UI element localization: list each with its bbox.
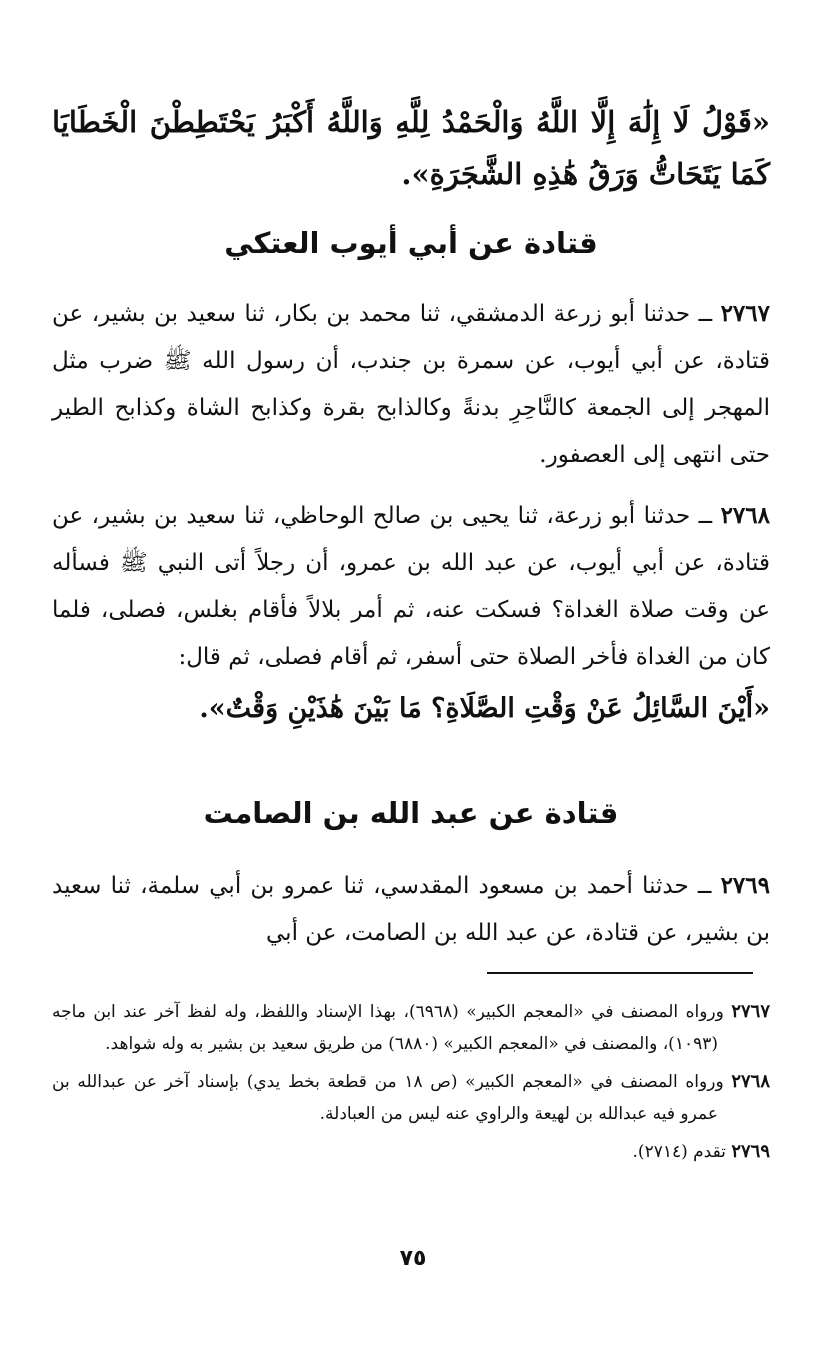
footnote-text: ورواه المصنف في «المعجم الكبير» (ص ١٨ من قطعة بخط يدي) بإسناد آخر عن عبدالله بن عمرو فيه عبدالله بن لهيعة والراوي عنه ليس من العبادلة.	[52, 1072, 732, 1124]
hadith-2769	[52, 862, 770, 957]
footnote	[52, 996, 770, 1060]
footnote-number: ٢٧٦٩	[731, 1141, 770, 1162]
footnotes	[52, 996, 770, 1174]
footnote-text: تقدم (٢٧١٤).	[632, 1142, 732, 1162]
footnote-divider	[487, 972, 753, 974]
hadith-quote: «أَيْنَ السَّائِلُ عَنْ وَقْتِ الصَّلَاةِ؟ مَا بَيْنَ هَٰذَيْنِ وَقْتٌ».	[199, 693, 770, 724]
footnote	[52, 1066, 770, 1130]
hadith-text: ــ حدثنا أبو زرعة الدمشقي، ثنا محمد بن بكار، ثنا سعيد بن بشير، عن قتادة، عن أبي أيوب، عن سمرة بن جندب، أن رسول الله ﷺ ضرب مثل المهجر إلى الجمعة كالنَّاحِرِ بدنةً وكالذابح بقرة وكذابح الشاة وكذابح الطير حتى انتهى إلى العصفور.	[52, 301, 770, 468]
footnote-text: ورواه المصنف في «المعجم الكبير» (٦٩٦٨)، بهذا الإسناد واللفظ، وله لفظ آخر عند ابن ماجه (١٠٩٣)، والمصنف في «المعجم الكبير» (٦٨٨٠) من طريق سعيد بن بشير به وله شواهد.	[52, 1002, 732, 1054]
hadith-2768	[52, 492, 770, 735]
section-heading: قتادة عن عبد الله بن الصامت	[203, 796, 619, 830]
footnote	[52, 1136, 770, 1168]
hadith-number: ٢٧٦٧	[720, 300, 770, 327]
page-number: ٧٥	[399, 1246, 427, 1271]
hadith-2767	[52, 290, 770, 479]
footnote-number: ٢٧٦٨	[731, 1071, 771, 1092]
hadith-text: ــ حدثنا أحمد بن مسعود المقدسي، ثنا عمرو بن أبي سلمة، ثنا سعيد بن بشير، عن قتادة، عن عبد الله بن الصامت، عن أبي	[52, 873, 770, 946]
footnote-number: ٢٧٦٧	[731, 1001, 770, 1022]
hadith-number: ٢٧٦٨	[720, 502, 770, 529]
prophetic-quote: «قَوْلُ لَا إِلَٰهَ إِلَّا اللَّهُ وَالْحَمْدُ لِلَّهِ وَاللَّهُ أَكْبَرُ يَحْتَطِطْنَ الْخَطَايَا كَمَا يَتَحَاتُّ وَرَقُ هَٰذِهِ الشَّجَرَةِ».	[52, 105, 770, 191]
hadith-number: ٢٧٦٩	[720, 872, 770, 899]
hadith-text: ــ حدثنا أبو زرعة، ثنا يحيى بن صالح الوحاظي، ثنا سعيد بن بشير، عن قتادة، عن أبي أيوب، عن عبد الله بن عمرو، أن رجلاً أتى النبي ﷺ فسأله عن وقت صلاة الغداة؟ فسكت عنه، ثم أمر بلالاً فأقام بغلس، فصلى، فلما كان من الغداة فأخر الصلاة حتى أسفر، ثم أقام فصلى، ثم قال:	[52, 503, 770, 670]
section-heading: قتادة عن أبي أيوب العتكي	[224, 226, 598, 260]
